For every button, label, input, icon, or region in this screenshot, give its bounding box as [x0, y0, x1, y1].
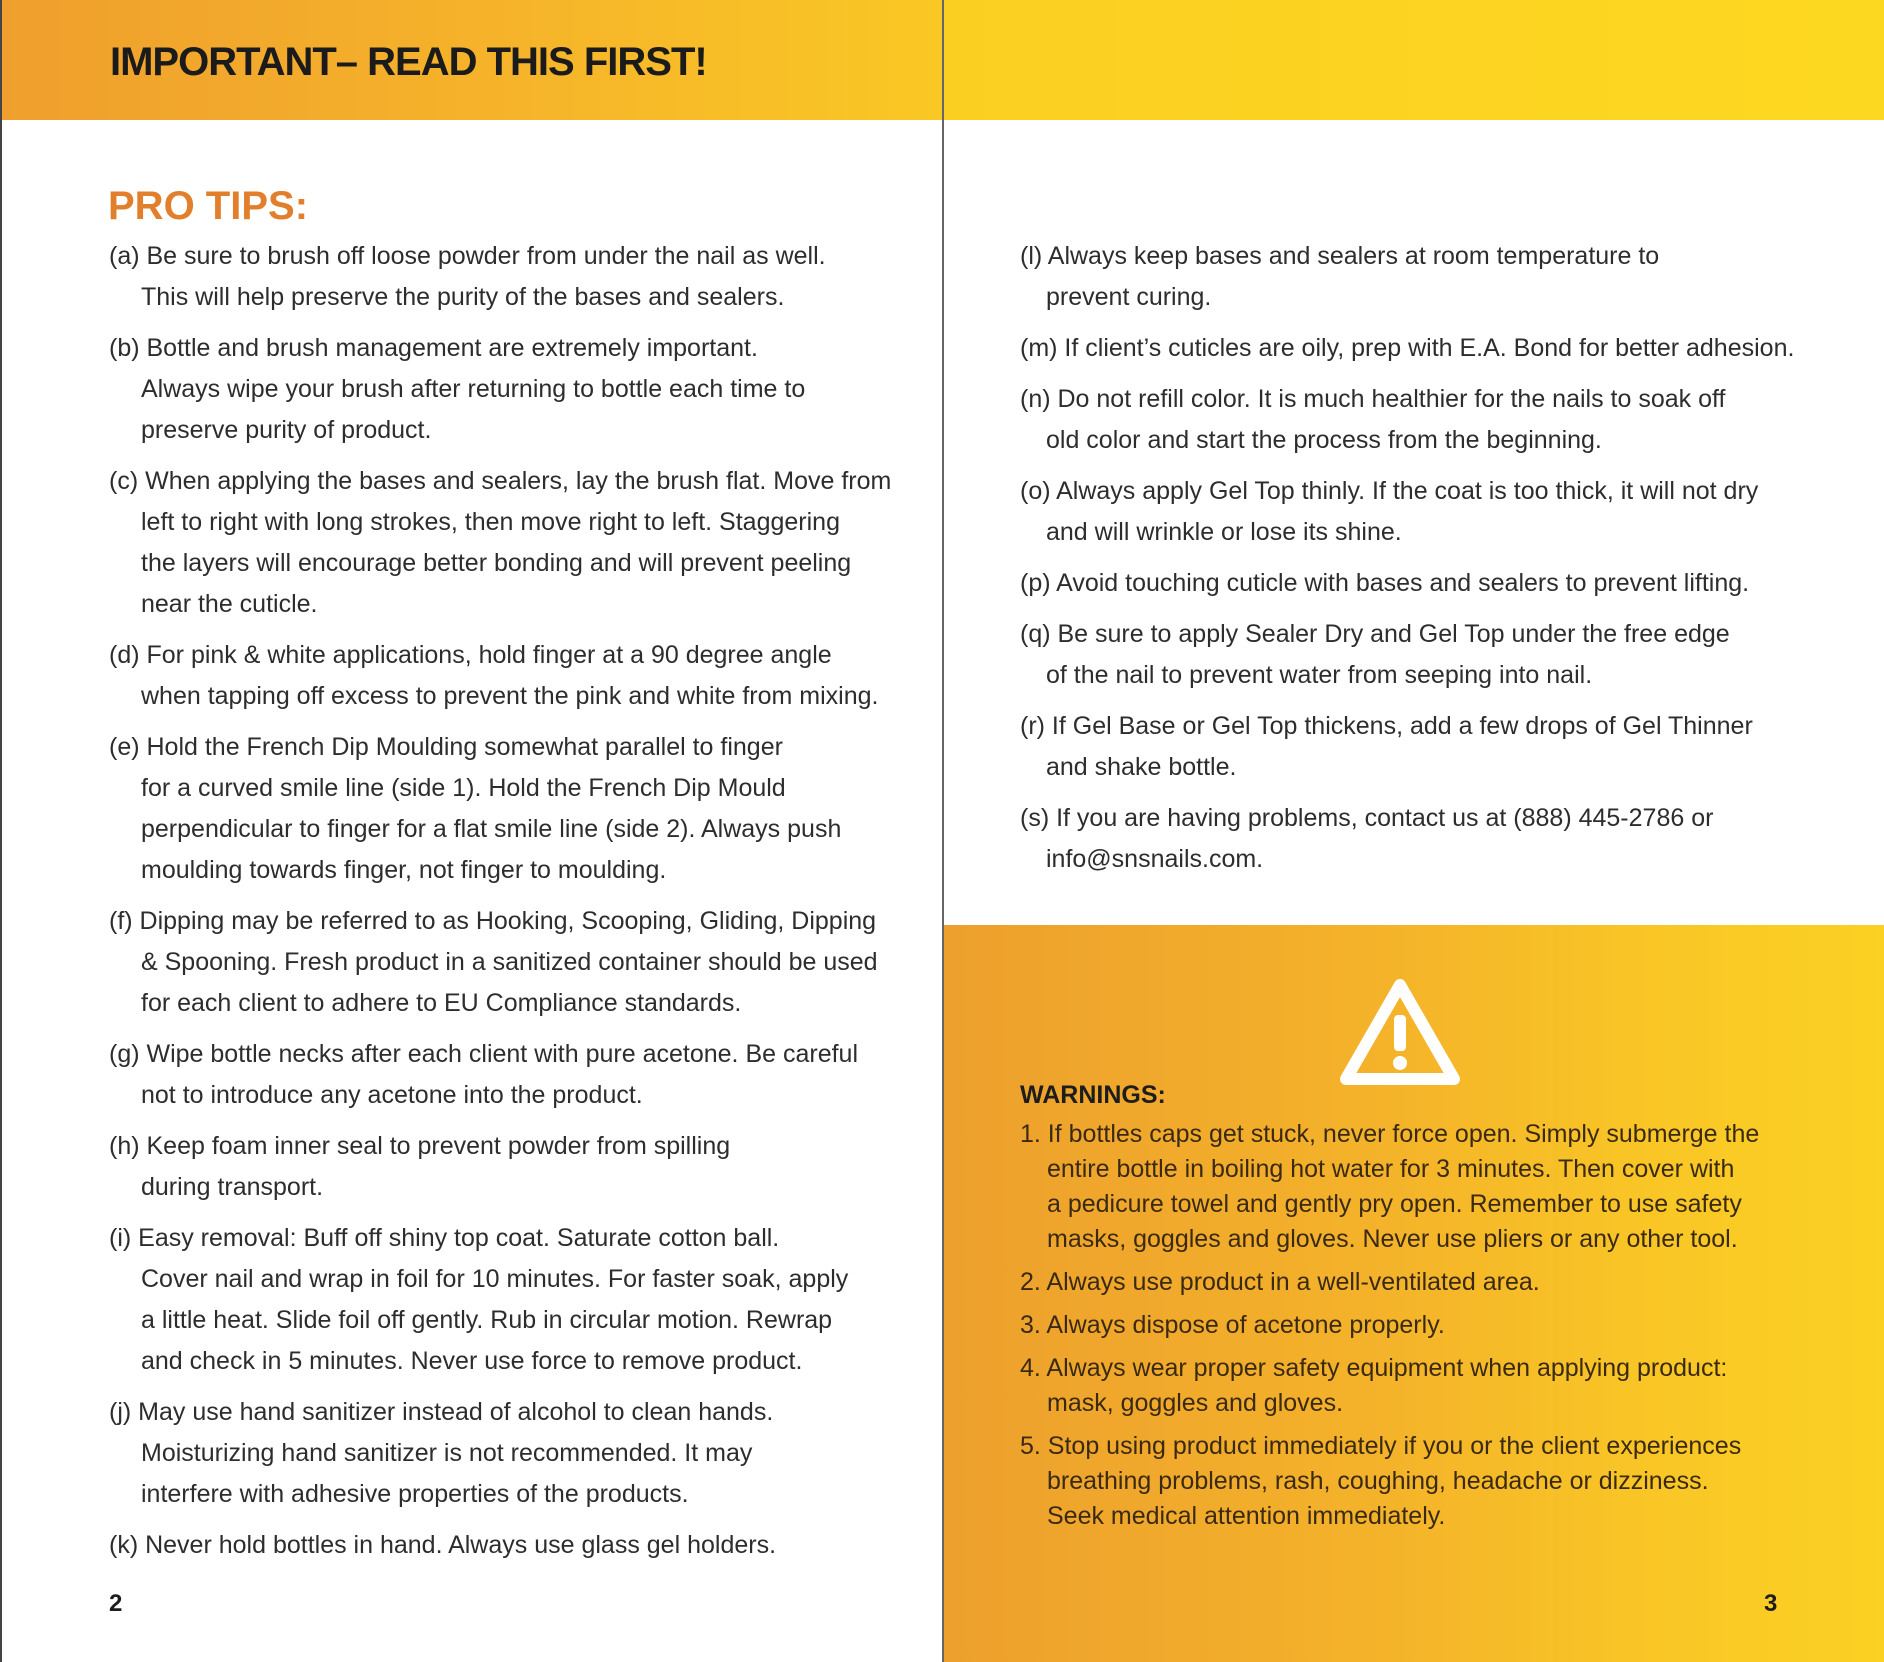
tip-item [109, 901, 909, 1024]
tip-item [109, 1218, 909, 1382]
tip-item [109, 1126, 909, 1208]
page-right [942, 0, 1884, 1662]
tip-item [1020, 236, 1840, 318]
pro-tips-list-left [109, 236, 909, 1576]
tip-line: and will wrinkle or lose its shine. [1046, 518, 1402, 546]
tip-line: Cover nail and wrap in foil for 10 minutes. For faster soak, apply [141, 1265, 849, 1293]
tip-line: (h) Keep foam inner seal to prevent powder from spilling [109, 1132, 731, 1160]
warning-line: 2. Always use product in a well-ventilated area. [1020, 1268, 1540, 1296]
warning-item [1020, 1308, 1840, 1343]
tip-line: info@snsnails.com. [1046, 845, 1264, 873]
tip-line: a little heat. Slide foil off gently. Rub in circular motion. Rewrap [141, 1306, 833, 1334]
tip-item [1020, 614, 1840, 696]
warnings-panel [944, 925, 1884, 1662]
warning-line: Seek medical attention immediately. [1047, 1502, 1446, 1530]
page-title: IMPORTANT– READ THIS FIRST! [110, 40, 707, 84]
page-number-right: 3 [1764, 1590, 1778, 1617]
tip-item [109, 1034, 909, 1116]
tip-line: for each client to adhere to EU Compliance standards. [141, 989, 742, 1017]
tip-line: (a) Be sure to brush off loose powder from under the nail as well. [109, 242, 826, 270]
tip-item [1020, 563, 1840, 604]
pro-tips-heading: PRO TIPS: [108, 184, 309, 228]
warning-item [1020, 1265, 1840, 1300]
tip-line: (m) If client’s cuticles are oily, prep with E.A. Bond for better adhesion. [1020, 334, 1795, 362]
tip-line: not to introduce any acetone into the product. [141, 1081, 643, 1109]
tip-line: preserve purity of product. [141, 416, 432, 444]
tip-line: for a curved smile line (side 1). Hold the French Dip Mould [141, 774, 786, 802]
warning-line: entire bottle in boiling hot water for 3 minutes. Then cover with [1047, 1155, 1735, 1183]
tip-item [1020, 471, 1840, 553]
tip-item [109, 727, 909, 891]
tip-line: (c) When applying the bases and sealers, lay the brush flat. Move from [109, 467, 892, 495]
tip-line: old color and start the process from the beginning. [1046, 426, 1602, 454]
page-number-left: 2 [109, 1590, 123, 1617]
tip-item [109, 635, 909, 717]
tip-item [109, 1525, 909, 1566]
tip-line: (b) Bottle and brush management are extremely important. [109, 334, 758, 362]
tip-line: near the cuticle. [141, 590, 318, 618]
warning-line: 3. Always dispose of acetone properly. [1020, 1311, 1445, 1339]
warning-line: mask, goggles and gloves. [1047, 1389, 1344, 1417]
tip-line: This will help preserve the purity of the bases and sealers. [141, 283, 785, 311]
warning-line: masks, goggles and gloves. Never use pliers or any other tool. [1047, 1225, 1738, 1253]
tip-line: (l) Always keep bases and sealers at room temperature to [1020, 242, 1660, 270]
tip-line: left to right with long strokes, then move right to left. Staggering [141, 508, 840, 536]
tip-line: (o) Always apply Gel Top thinly. If the coat is too thick, it will not dry [1020, 477, 1759, 505]
tip-item [1020, 706, 1840, 788]
warning-item [1020, 1117, 1840, 1257]
tip-item [109, 328, 909, 451]
warning-line: 4. Always wear proper safety equipment when applying product: [1020, 1354, 1728, 1382]
tip-line: the layers will encourage better bonding and will prevent peeling [141, 549, 852, 577]
tip-line: moulding towards finger, not finger to moulding. [141, 856, 667, 884]
tip-line: perpendicular to finger for a flat smile line (side 2). Always push [141, 815, 842, 843]
header-band-right [944, 0, 1884, 120]
tip-line: during transport. [141, 1173, 324, 1201]
tip-item [1020, 379, 1840, 461]
tip-line: (s) If you are having problems, contact us at (888) 445-2786 or [1020, 804, 1714, 832]
warning-line: 5. Stop using product immediately if you or the client experiences [1020, 1432, 1742, 1460]
tip-line: Moisturizing hand sanitizer is not recommended. It may [141, 1439, 753, 1467]
tip-line: (f) Dipping may be referred to as Hooking, Scooping, Gliding, Dipping [109, 907, 877, 935]
warning-triangle-icon [1340, 979, 1460, 1087]
tip-item [109, 461, 909, 625]
warning-line: a pedicure towel and gently pry open. Remember to use safety [1047, 1190, 1742, 1218]
warnings-heading: WARNINGS: [1020, 1081, 1166, 1109]
tip-line: (e) Hold the French Dip Moulding somewhat parallel to finger [109, 733, 783, 761]
tip-item [1020, 328, 1840, 369]
warnings-list [1020, 1117, 1840, 1542]
tip-line: (n) Do not refill color. It is much healthier for the nails to soak off [1020, 385, 1726, 413]
tip-line: (r) If Gel Base or Gel Top thickens, add a few drops of Gel Thinner [1020, 712, 1753, 740]
tip-line: & Spooning. Fresh product in a sanitized container should be used [141, 948, 878, 976]
pro-tips-list-right [1020, 236, 1840, 890]
warning-line: breathing problems, rash, coughing, headache or dizziness. [1047, 1467, 1709, 1495]
tip-line: and shake bottle. [1046, 753, 1237, 781]
warning-item [1020, 1351, 1840, 1421]
tip-line: and check in 5 minutes. Never use force to remove product. [141, 1347, 803, 1375]
tip-line: of the nail to prevent water from seeping into nail. [1046, 661, 1593, 689]
warning-line: 1. If bottles caps get stuck, never force open. Simply submerge the [1020, 1120, 1760, 1148]
tip-item [109, 1392, 909, 1515]
tip-line: prevent curing. [1046, 283, 1212, 311]
tip-line: when tapping off excess to prevent the pink and white from mixing. [141, 682, 879, 710]
warning-item [1020, 1429, 1840, 1534]
tip-item [1020, 798, 1840, 880]
tip-item [109, 236, 909, 318]
tip-line: (p) Avoid touching cuticle with bases and sealers to prevent lifting. [1020, 569, 1750, 597]
tip-line: (q) Be sure to apply Sealer Dry and Gel Top under the free edge [1020, 620, 1730, 648]
tip-line: (i) Easy removal: Buff off shiny top coat. Saturate cotton ball. [109, 1224, 780, 1252]
tip-line: Always wipe your brush after returning to bottle each time to [141, 375, 806, 403]
tip-line: (g) Wipe bottle necks after each client with pure acetone. Be careful [109, 1040, 858, 1068]
tip-line: interfere with adhesive properties of the products. [141, 1480, 689, 1508]
header-band [2, 0, 943, 120]
tip-line: (d) For pink & white applications, hold finger at a 90 degree angle [109, 641, 832, 669]
tip-line: (j) May use hand sanitizer instead of alcohol to clean hands. [109, 1398, 774, 1426]
tip-line: (k) Never hold bottles in hand. Always use glass gel holders. [109, 1531, 777, 1559]
